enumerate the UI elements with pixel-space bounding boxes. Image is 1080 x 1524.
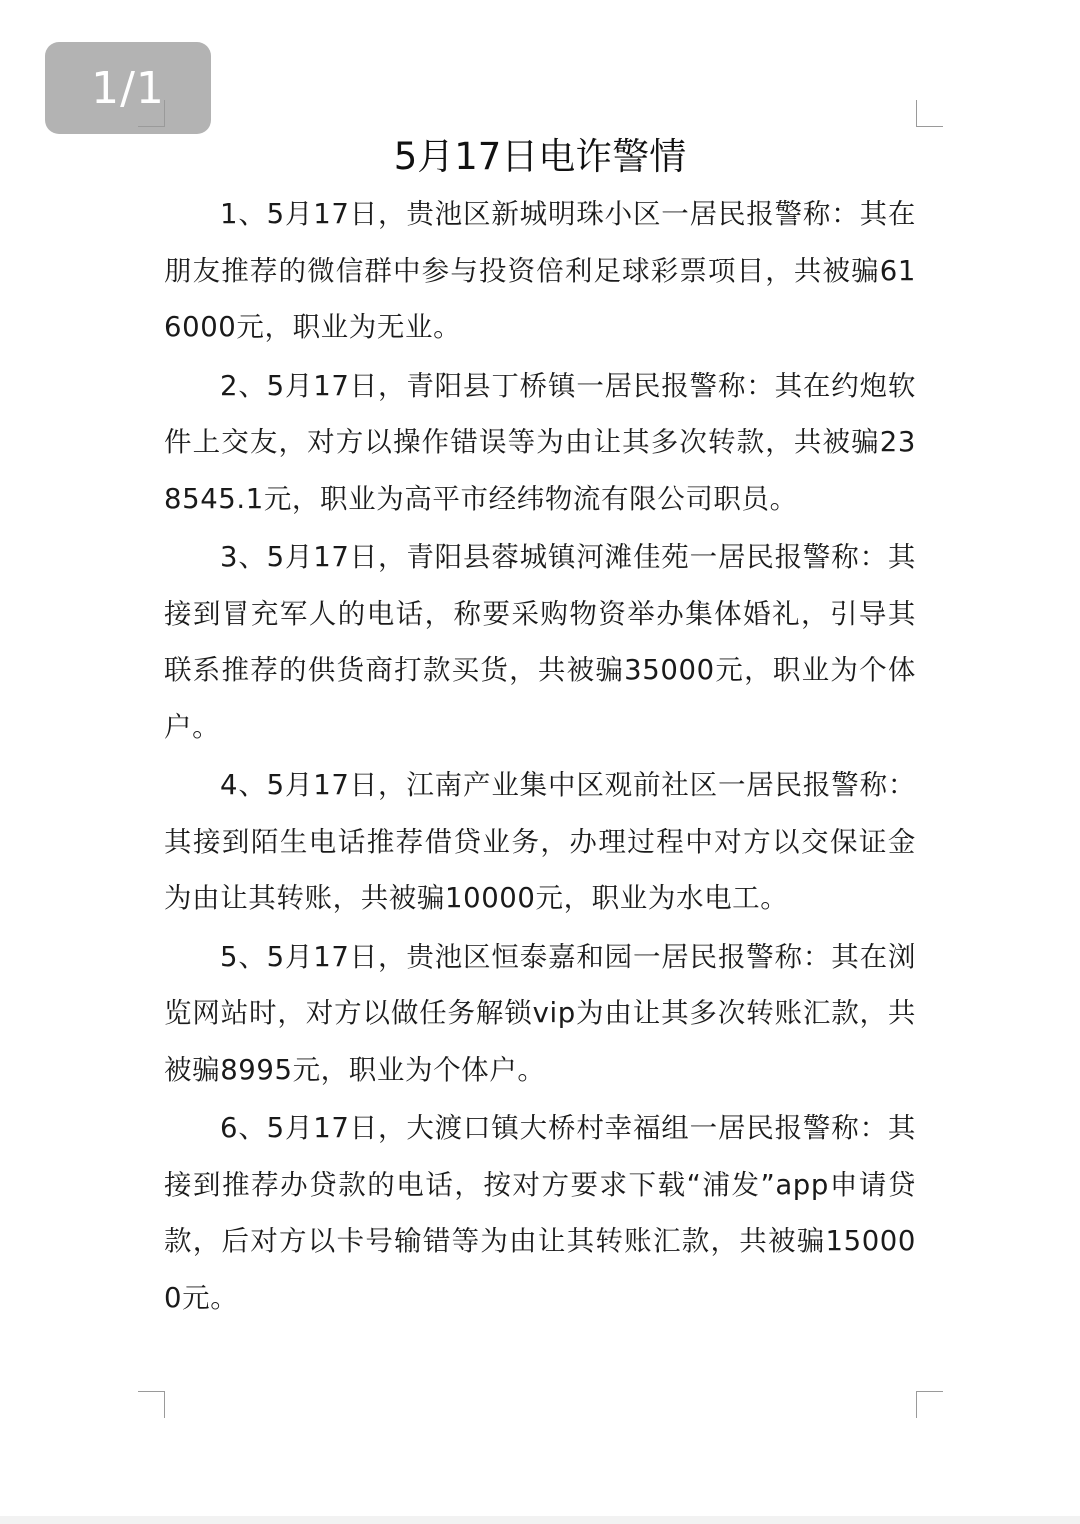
document-body	[164, 186, 916, 1328]
report-paragraph: 2、5月17日，青阳县丁桥镇一居民报警称：其在约炮软件上交友，对方以操作错误等为由让其多次转款，共被骗238545.1元，职业为高平市经纬物流有限公司职员。	[164, 369, 916, 515]
page-margin-corner-top-left	[138, 100, 165, 127]
bottom-edge	[0, 1516, 1080, 1524]
report-paragraph: 6、5月17日，大渡口镇大桥村幸福组一居民报警称：其接到推荐办贷款的电话，按对方要求下载“浦发”app申请贷款，后对方以卡号输错等为由让其转账汇款，共被骗150000元。	[164, 1112, 916, 1314]
page-margin-corner-bottom-left	[138, 1391, 165, 1418]
report-paragraph: 1、5月17日，贵池区新城明珠小区一居民报警称：其在朋友推荐的微信群中参与投资倍利足球彩票项目，共被骗616000元，职业为无业。	[164, 198, 916, 343]
page-margin-corner-top-right	[916, 100, 943, 127]
page-margin-corner-bottom-right	[916, 1391, 943, 1418]
report-paragraph: 4、5月17日，江南产业集中区观前社区一居民报警称：其接到陌生电话推荐借贷业务，办理过程中对方以交保证金为由让其转账，共被骗10000元，职业为水电工。	[164, 769, 916, 914]
page-indicator: 1/1	[45, 42, 211, 134]
document-title: 5月17日电诈警情	[393, 135, 687, 178]
report-paragraph: 3、5月17日，青阳县蓉城镇河滩佳苑一居民报警称：其接到冒充军人的电话，称要采购物资举办集体婚礼，引导其联系推荐的供货商打款买货，共被骗35000元，职业为个体户。	[164, 541, 916, 743]
report-paragraph: 5、5月17日，贵池区恒泰嘉和园一居民报警称：其在浏览网站时，对方以做任务解锁vip为由让其多次转账汇款，共被骗8995元，职业为个体户。	[164, 940, 916, 1086]
